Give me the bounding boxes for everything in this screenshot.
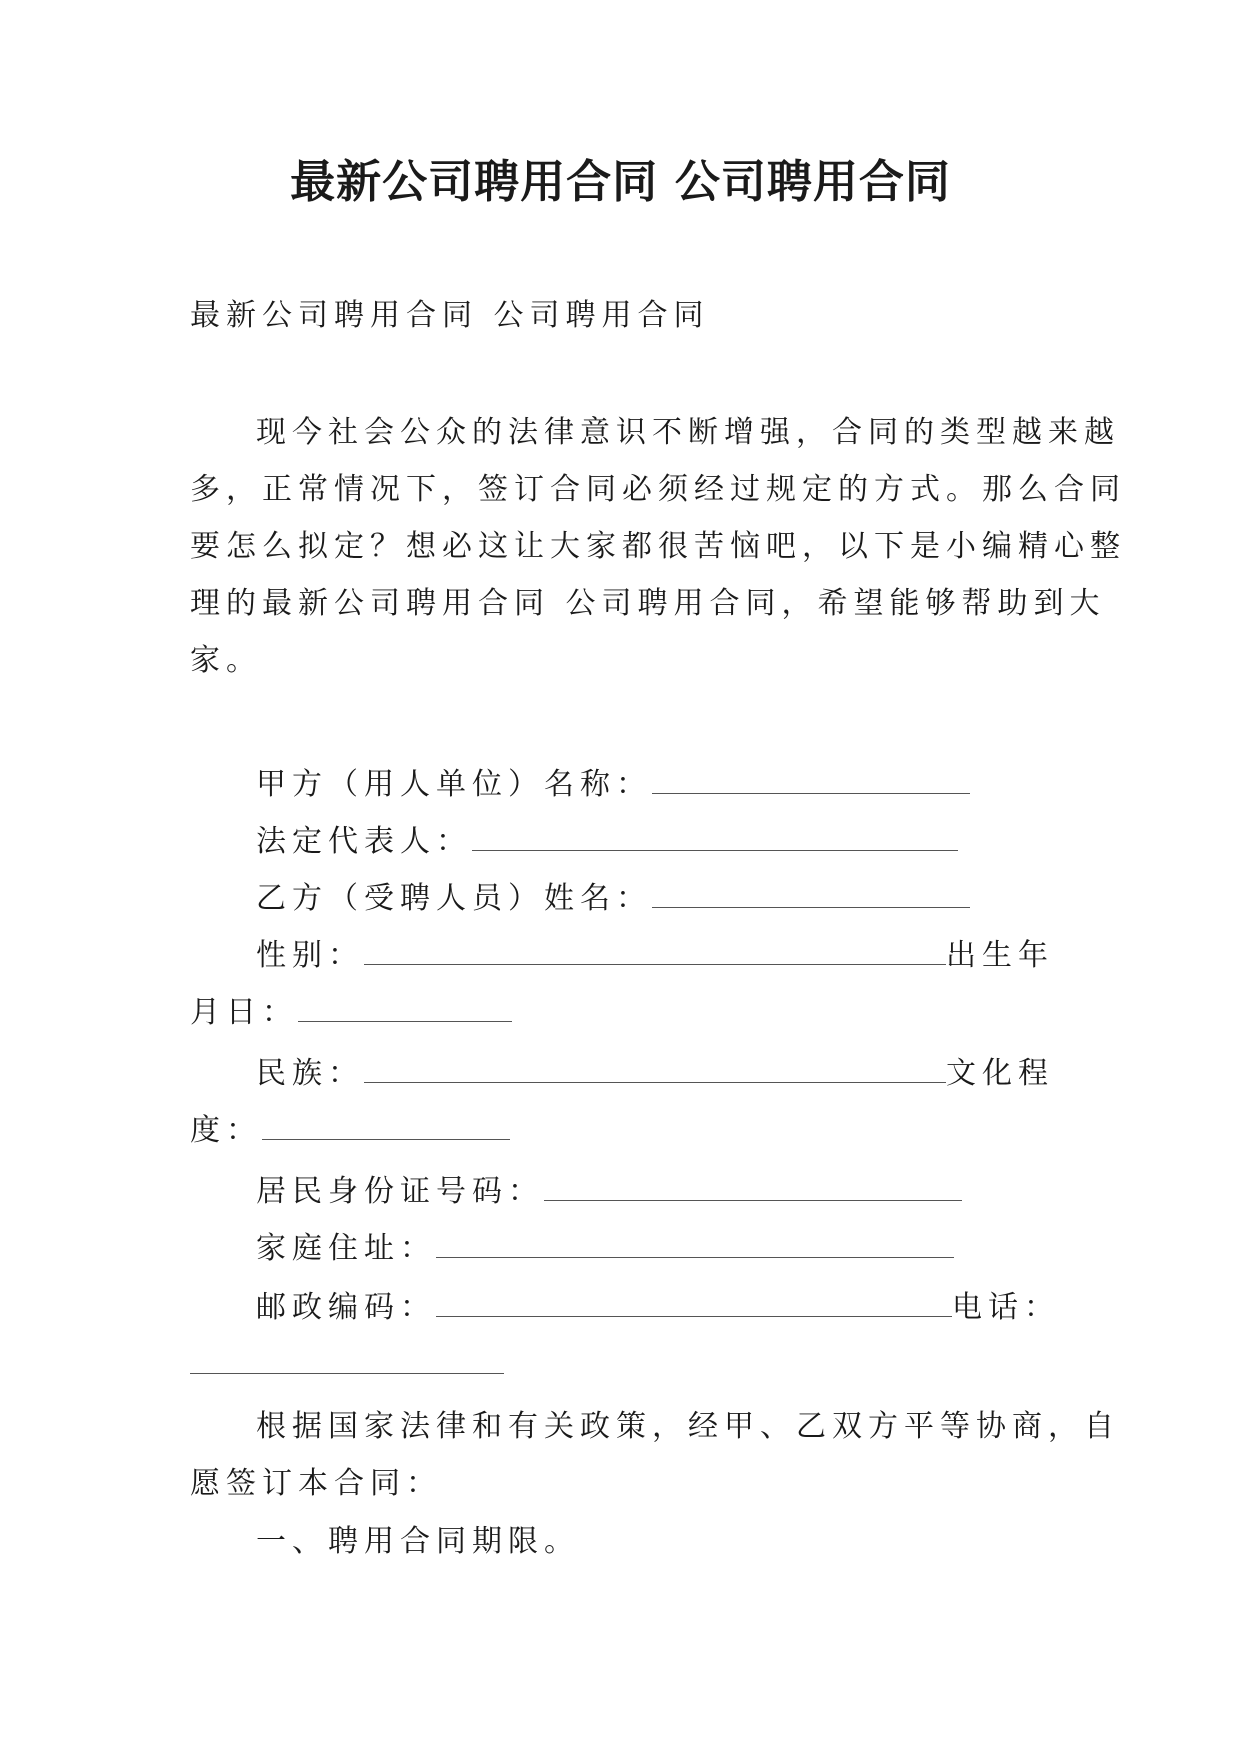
field-party-b-name xyxy=(256,878,1050,920)
postal-code-blank[interactable] xyxy=(436,1288,952,1317)
field-gender-label: 性别： xyxy=(256,938,364,973)
agreement-line-1: 根据国家法律和有关政策，经甲、乙双方平等协商，自 xyxy=(256,1409,1120,1444)
field-legal-rep xyxy=(256,821,1050,863)
intro-line-2: 多，正常情况下，签订合同必须经过规定的方式。那么合同 xyxy=(190,472,1126,507)
field-ethnicity-label: 民族： xyxy=(256,1056,364,1091)
agreement-line-2: 愿签订本合同： xyxy=(190,1466,442,1501)
intro-line-5: 家。 xyxy=(190,643,262,678)
section-1-heading: 一、聘用合同期限。 xyxy=(256,1524,580,1559)
legal-rep-blank[interactable] xyxy=(472,822,958,851)
field-party-a-name-label: 甲方（用人单位）名称： xyxy=(256,767,652,802)
field-birth-date xyxy=(190,992,1050,1034)
phone-blank[interactable] xyxy=(190,1345,504,1374)
intro-line-1: 现今社会公众的法律意识不断增强，合同的类型越来越 xyxy=(256,415,1120,450)
document-title: 最新公司聘用合同 公司聘用合同 xyxy=(290,155,951,208)
gender-blank[interactable] xyxy=(364,936,946,965)
field-address-label: 家庭住址： xyxy=(256,1231,436,1266)
intro-line-4: 理的最新公司聘用合同 公司聘用合同，希望能够帮助到大 xyxy=(190,586,1106,621)
field-legal-rep-label: 法定代表人： xyxy=(256,824,472,859)
party-a-name-blank[interactable] xyxy=(652,765,970,794)
field-education-label-cont: 度： xyxy=(190,1113,262,1148)
field-id-number xyxy=(256,1171,1050,1213)
field-phone-label: 电话： xyxy=(952,1290,1060,1325)
document-subtitle: 最新公司聘用合同 公司聘用合同 xyxy=(190,298,710,333)
birth-date-blank[interactable] xyxy=(298,993,512,1022)
field-postal-code-label: 邮政编码： xyxy=(256,1290,436,1325)
ethnicity-blank[interactable] xyxy=(364,1054,946,1083)
field-party-b-name-label: 乙方（受聘人员）姓名： xyxy=(256,881,652,916)
intro-line-3: 要怎么拟定？想必这让大家都很苦恼吧，以下是小编精心整 xyxy=(190,529,1126,564)
field-birth-label-start: 出生年 xyxy=(946,938,1054,973)
field-id-number-label: 居民身份证号码： xyxy=(256,1174,544,1209)
education-blank[interactable] xyxy=(262,1111,510,1140)
field-postal-code xyxy=(256,1287,1060,1329)
id-number-blank[interactable] xyxy=(544,1172,962,1201)
field-phone-blank-row xyxy=(190,1344,1050,1386)
field-party-a-name xyxy=(256,764,1050,806)
address-blank[interactable] xyxy=(436,1229,954,1258)
field-address xyxy=(256,1228,1050,1270)
field-ethnicity xyxy=(256,1053,1054,1095)
party-b-name-blank[interactable] xyxy=(652,879,970,908)
field-birth-label-cont: 月日： xyxy=(190,995,298,1030)
field-education xyxy=(190,1110,1050,1152)
field-gender xyxy=(256,935,1054,977)
field-education-label-start: 文化程 xyxy=(946,1056,1054,1091)
